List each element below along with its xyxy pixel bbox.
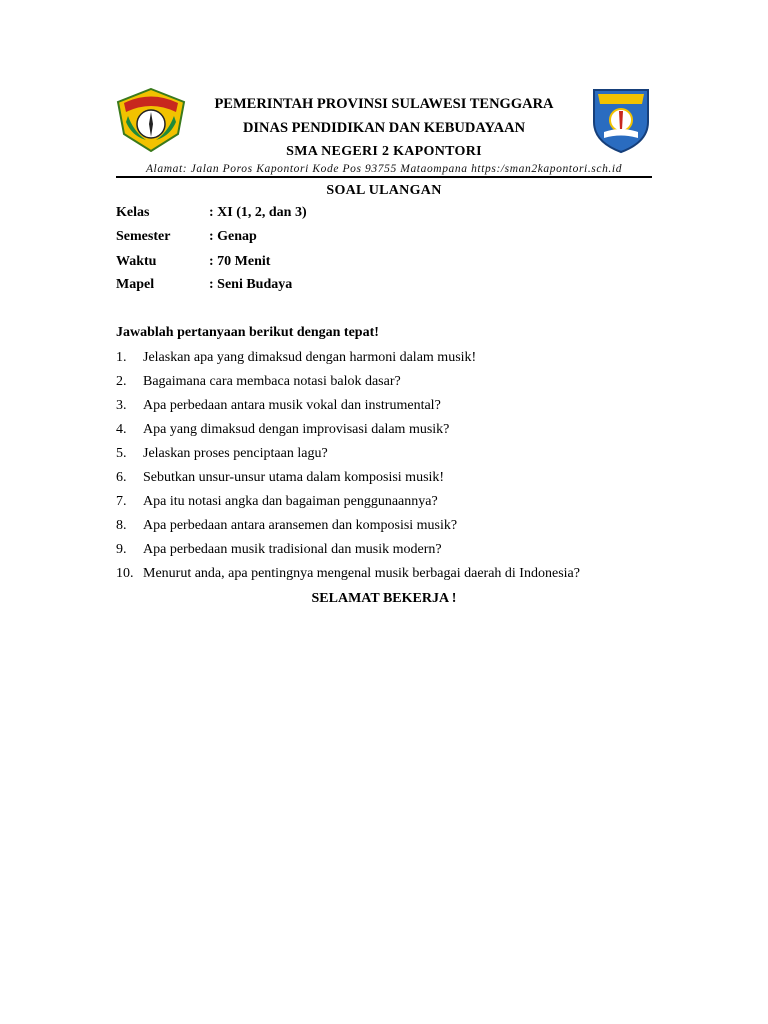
question-text: Apa itu notasi angka dan bagaiman penggunaannya? bbox=[143, 494, 438, 509]
info-label: Semester bbox=[116, 229, 171, 244]
info-value: : Genap bbox=[209, 229, 257, 244]
info-value: : Seni Budaya bbox=[209, 277, 293, 292]
question-text: Jelaskan proses penciptaan lagu? bbox=[143, 446, 328, 461]
closing-text: SELAMAT BEKERJA ! bbox=[311, 591, 457, 606]
question-text: Menurut anda, apa pentingnya mengenal musik berbagai daerah di Indonesia? bbox=[143, 566, 580, 581]
question-text: Apa perbedaan musik tradisional dan musik modern? bbox=[143, 542, 442, 557]
header-department: DINAS PENDIDIKAN DAN KEBUDAYAAN bbox=[242, 120, 526, 136]
question-text: Apa perbedaan antara aransemen dan komposisi musik? bbox=[143, 518, 458, 533]
question-number: 1. bbox=[116, 350, 127, 365]
question-number: 2. bbox=[116, 374, 127, 389]
header-government: PEMERINTAH PROVINSI SULAWESI TENGGARA bbox=[214, 96, 554, 112]
question-text: Apa perbedaan antara musik vokal dan instrumental? bbox=[143, 398, 441, 413]
info-label: Kelas bbox=[116, 205, 150, 220]
question-number: 6. bbox=[116, 470, 127, 485]
question-number: 8. bbox=[116, 518, 127, 533]
question-number: 7. bbox=[116, 494, 127, 509]
question-text: Sebutkan unsur-unsur utama dalam komposisi musik! bbox=[143, 470, 445, 485]
question-text: Bagaimana cara membaca notasi balok dasar? bbox=[143, 374, 401, 389]
header-address: Alamat: Jalan Poros Kapontori Kode Pos 93755 Mataompana https:/sman2kapontori.sch.id bbox=[145, 163, 623, 175]
question-number: 4. bbox=[116, 422, 127, 437]
instruction-text: Jawablah pertanyaan berikut dengan tepat! bbox=[116, 325, 379, 340]
info-label: Mapel bbox=[116, 277, 155, 292]
question-number: 5. bbox=[116, 446, 127, 461]
question-text: Apa yang dimaksud dengan improvisasi dalam musik? bbox=[143, 422, 450, 437]
question-number: 10. bbox=[116, 566, 134, 581]
question-number: 9. bbox=[116, 542, 127, 557]
info-value: : 70 Menit bbox=[209, 254, 271, 269]
question-number: 3. bbox=[116, 398, 127, 413]
header-divider bbox=[116, 176, 652, 178]
info-value: : XI (1, 2, dan 3) bbox=[209, 205, 307, 220]
page-title: SOAL ULANGAN bbox=[326, 183, 442, 198]
question-text: Jelaskan apa yang dimaksud dengan harmoni dalam musik! bbox=[143, 350, 477, 365]
header-school-name: SMA NEGERI 2 KAPONTORI bbox=[286, 144, 482, 159]
info-label: Waktu bbox=[116, 254, 157, 269]
